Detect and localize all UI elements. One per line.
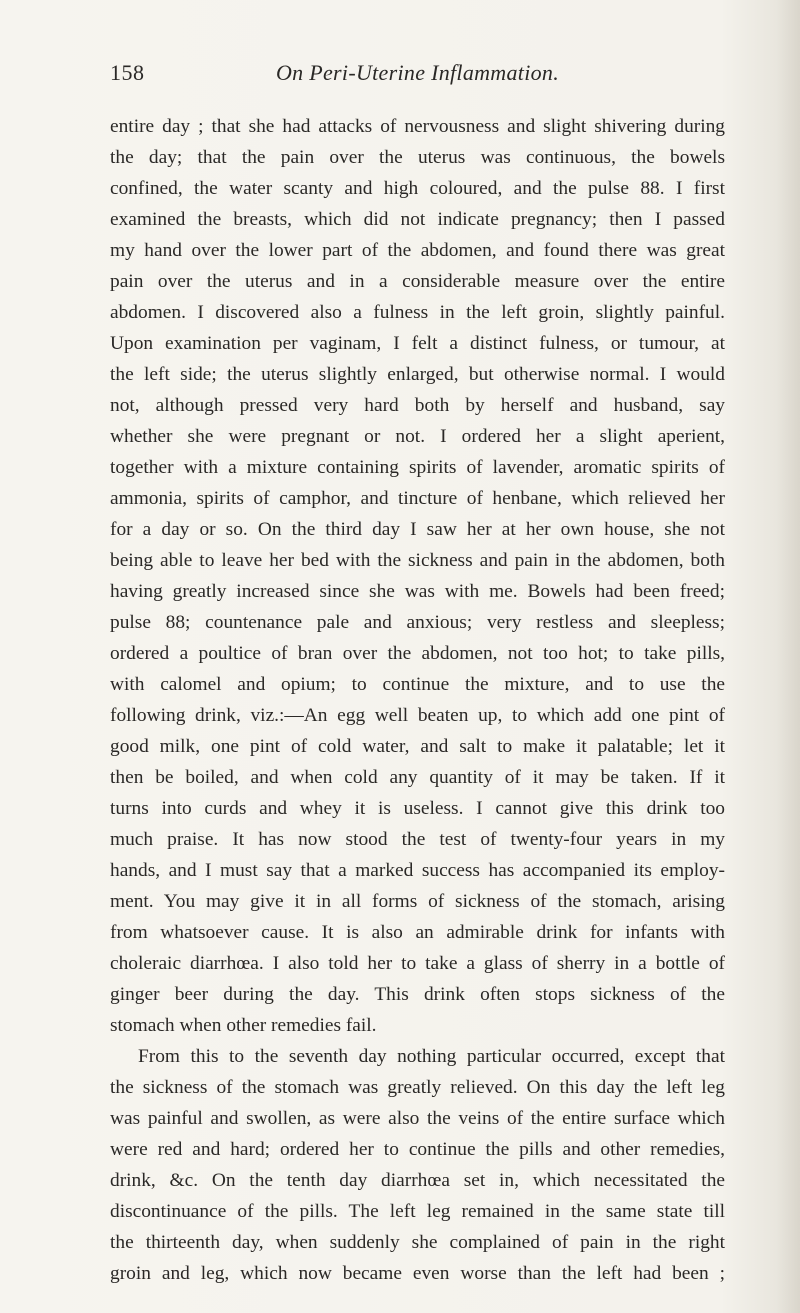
text-line: following drink, viz.:—An egg well beaten up, to which add one pint of bbox=[110, 705, 725, 726]
text-line: then be boiled, and when cold any quantity of it may be taken. If it bbox=[110, 767, 725, 788]
text-line: being able to leave her bed with the sickness and pain in the abdomen, both bbox=[110, 550, 725, 571]
text-line: not, although pressed very hard both by herself and husband, say bbox=[110, 395, 725, 416]
text-line: were red and hard; ordered her to continue the pills and other remedies, bbox=[110, 1139, 725, 1160]
page-number: 158 bbox=[110, 60, 145, 85]
text-line: drink, &c. On the tenth day diarrhœa set in, which necessitated the bbox=[110, 1170, 725, 1191]
text-line: turns into curds and whey it is useless. I cannot give this drink too bbox=[110, 798, 725, 819]
body-text bbox=[110, 111, 725, 1289]
text-line: ment. You may give it in all forms of sickness of the stomach, arising bbox=[110, 891, 725, 912]
text-line: from whatsoever cause. It is also an admirable drink for infants with bbox=[110, 922, 725, 943]
text-line: having greatly increased since she was with me. Bowels had been freed; bbox=[110, 581, 725, 602]
text-line: ordered a poultice of bran over the abdomen, not too hot; to take pills, bbox=[110, 643, 725, 664]
text-line: entire day ; that she had attacks of nervousness and slight shivering during bbox=[110, 116, 725, 137]
text-line: discontinuance of the pills. The left leg remained in the same state till bbox=[110, 1201, 725, 1222]
text-line: From this to the seventh day nothing particular occurred, except that bbox=[138, 1046, 725, 1067]
text-line: stomach when other remedies fail. bbox=[110, 1015, 377, 1036]
text-line: good milk, one pint of cold water, and salt to make it palatable; let it bbox=[110, 736, 725, 757]
text-line: choleraic diarrhœa. I also told her to take a glass of sherry in a bottle of bbox=[110, 953, 725, 974]
text-line: ammonia, spirits of camphor, and tincture of henbane, which relieved her bbox=[110, 488, 725, 509]
text-line: hands, and I must say that a marked success has accompanied its employ- bbox=[110, 860, 725, 881]
text-line: whether she were pregnant or not. I ordered her a slight aperient, bbox=[110, 426, 725, 447]
text-line: the thirteenth day, when suddenly she complained of pain in the right bbox=[110, 1232, 725, 1253]
text-line: abdomen. I discovered also a fulness in the left groin, slightly painful. bbox=[110, 302, 725, 323]
text-line: pulse 88; countenance pale and anxious; very restless and sleepless; bbox=[110, 612, 725, 633]
text-line: my hand over the lower part of the abdomen, and found there was great bbox=[110, 240, 725, 261]
text-line: the left side; the uterus slightly enlarged, but otherwise normal. I would bbox=[110, 364, 725, 385]
text-line: was painful and swollen, as were also the veins of the entire surface which bbox=[110, 1108, 725, 1129]
text-line: the sickness of the stomach was greatly relieved. On this day the left leg bbox=[110, 1077, 725, 1098]
text-line: ginger beer during the day. This drink often stops sickness of the bbox=[110, 984, 725, 1005]
text-line: groin and leg, which now became even worse than the left had been ; bbox=[110, 1263, 725, 1284]
page-header bbox=[110, 60, 725, 90]
text-line: the day; that the pain over the uterus was continuous, the bowels bbox=[110, 147, 725, 168]
text-line: pain over the uterus and in a considerable measure over the entire bbox=[110, 271, 725, 292]
text-line: with calomel and opium; to continue the mixture, and to use the bbox=[110, 674, 725, 695]
text-line: much praise. It has now stood the test of twenty-four years in my bbox=[110, 829, 725, 850]
text-line: together with a mixture containing spirits of lavender, aromatic spirits of bbox=[110, 457, 725, 478]
text-line: Upon examination per vaginam, I felt a distinct fulness, or tumour, at bbox=[110, 333, 725, 354]
text-line: for a day or so. On the third day I saw her at her own house, she not bbox=[110, 519, 725, 540]
text-line: examined the breasts, which did not indicate pregnancy; then I passed bbox=[110, 209, 725, 230]
text-line: confined, the water scanty and high coloured, and the pulse 88. I first bbox=[110, 178, 725, 199]
running-title: On Peri-Uterine Inflammation. bbox=[275, 60, 560, 85]
